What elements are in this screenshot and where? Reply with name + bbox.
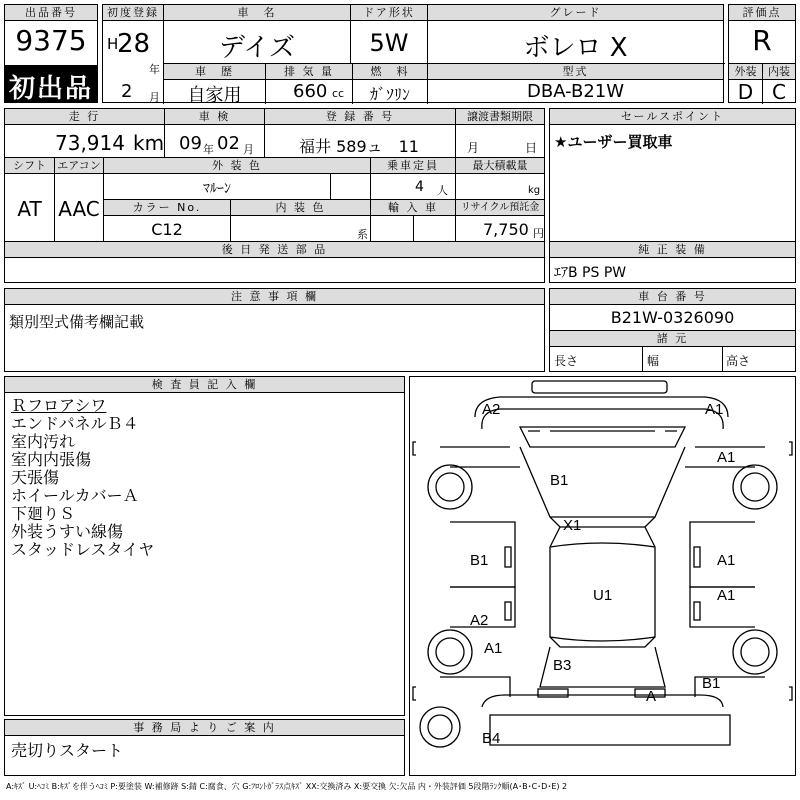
displacement-unit: cc [332,87,345,100]
office-label: 事 務 局 よ り ご 案 内 [5,720,404,736]
comment-line: 室内内張傷 [11,450,92,469]
office-box [4,719,405,776]
damage-mark: U1 [593,587,613,604]
grade-label: グレード [428,5,723,21]
transfer-label: 譲渡書類期限 [456,109,544,125]
first-listing-badge [4,66,98,103]
chassis-box [549,288,796,372]
fuel-label: 燃 料 [353,64,427,80]
inspection-year: 09 [179,133,202,154]
length-label: 長さ [554,354,579,368]
lot-number: 9375 [15,24,87,57]
color-number: C12 [151,220,183,239]
first-reg-label: 初度登録 [103,5,163,21]
exterior-label: 外装 [729,64,762,80]
door-label: ドア形状 [351,5,427,21]
import-label: 輸 入 車 [371,200,455,216]
score-label: 評価点 [729,5,795,21]
first-reg-year: 28 [117,29,151,59]
damage-mark: B4 [482,730,501,747]
comment-line: 下廻りＳ [11,504,76,523]
year-unit: 年 [149,63,160,76]
seats-unit: 人 [437,184,448,197]
damage-mark: X1 [563,517,582,534]
inspection-month-unit: 月 [243,143,254,156]
interior-score: C [772,80,786,104]
equipment-label: 純 正 装 備 [550,242,795,258]
comment-line: スタッドレスタイヤ [11,540,155,559]
legend-text: A:ｷｽﾞ U:ﾍｺﾐ B:ｷｽﾞを伴うﾍｺﾐ P:要塗装 W:補修跡 S:錆 C:腐食、穴 G:ﾌﾛﾝﾄｶﾞﾗｽ点ｷｽﾞ XX:交換済み X:要交換 欠:欠品 内・外装評価 5段階ﾗﾝｸ順(A･B･C･D･E) 2 [6,782,568,791]
notes-label: 注 意 事 項 欄 [5,289,544,305]
chassis-number: B21W-0326090 [610,308,735,327]
inspector-comments [11,397,154,559]
plate-label: 登 録 番 号 [265,109,455,125]
fuel: ｶﾞｿﾘﾝ [369,85,410,104]
model-label: 型式 [428,64,723,80]
details-grid [4,108,545,243]
dims-label: 諸 元 [550,331,795,347]
equipment-text: ｴｱB PS PW [554,265,627,281]
car-diagram-box [409,376,796,776]
inspector-box [4,376,405,716]
width-label: 幅 [647,354,660,368]
notes-text: 類別型式備考欄記載 [9,313,145,331]
grade: ボレロ X [523,33,628,63]
exterior-color: ﾏﾙｰﾝ [203,181,231,197]
office-text: 売切りスタート [11,741,124,760]
mileage-unit: km [133,131,165,155]
interior-color-label: 内 装 色 [231,200,370,216]
sales-point-box [549,108,796,243]
exterior-score: D [737,80,754,104]
damage-mark: B1 [470,552,489,569]
comment-line: 天張傷 [11,468,60,487]
recycle-label: リサイクル預託金 [456,200,544,216]
model-code: DBA-B21W [526,81,625,102]
car-name-label: 車 名 [164,5,350,21]
load-unit: kg [528,185,541,196]
damage-mark: A1 [717,449,736,466]
damage-mark: B1 [550,472,569,489]
chassis-label: 車 台 番 号 [550,289,795,305]
damage-mark: A2 [470,612,489,629]
notes-box [4,288,545,372]
comment-line: エンドパネルＢ４ [11,414,139,433]
seats-label: 乗車定員 [371,158,455,174]
height-label: 高さ [726,354,751,368]
displacement-label: 排 気 量 [266,64,352,80]
parts-box [4,241,545,283]
comment-line: 外装うすい線傷 [11,522,124,541]
ac-label: エアコン [55,158,103,174]
transfer-month: 月 [467,141,480,155]
door-type: 5W [369,29,409,57]
color-no-label: カラー No. [104,200,230,216]
damage-mark: A1 [717,552,736,569]
parts-label: 後 日 発 送 部 品 [5,242,544,258]
interior-color-unit: 系 [357,228,368,241]
shift-label: シフト [5,158,54,174]
equipment-box [549,241,796,283]
inspection-month: 02 [217,133,240,154]
damage-mark: A1 [705,401,724,418]
interior-label: 内装 [763,64,795,80]
lot-box [4,4,98,66]
history: 自家用 [187,85,242,106]
history-label: 車 歴 [164,64,265,80]
displacement: 660 [293,81,328,102]
comment-line: ホイールカバーＡ [11,486,139,505]
recycle-unit: 円 [533,227,544,240]
shift: AT [17,197,42,221]
inspection-year-unit: 年 [203,143,214,156]
score-box [728,4,796,103]
recycle-fee: 7,750 [483,220,529,239]
comment-line: 室内汚れ [11,432,76,451]
color-label: 外 装 色 [104,158,370,174]
first-reg-month: 2 [121,81,133,102]
month-unit: 月 [149,91,160,104]
vehicle-header-grid [102,4,724,106]
car-name: デイズ [219,33,295,63]
load-label: 最大積載量 [456,158,544,174]
damage-mark: A1 [484,640,503,657]
damage-mark: A2 [482,401,501,418]
damage-mark: B3 [553,657,572,674]
plate-number: 福井 589ュ 11 [299,137,419,156]
mileage-label: 走 行 [5,109,164,125]
sales-point-label: セールスポイント [550,109,795,125]
inspection-label: 車 検 [165,109,264,125]
first-listing-text: 初出品 [8,74,93,104]
damage-mark: B1 [702,675,721,692]
damage-mark: A [646,688,657,705]
car-diagram [410,377,795,775]
damage-mark: A1 [717,587,736,604]
comment-line: Ｒフロアシワ [11,396,107,415]
seats: 4 [415,179,424,195]
mileage: 73,914 [55,131,125,155]
sales-point-text: ★ユーザー買取車 [554,133,673,151]
transfer-day: 日 [525,141,538,155]
first-reg-era: H [107,35,119,53]
score-value: R [752,24,772,57]
ac: AAC [58,197,100,221]
inspector-label: 検 査 員 記 入 欄 [5,377,404,393]
lot-label: 出品番号 [5,5,97,21]
